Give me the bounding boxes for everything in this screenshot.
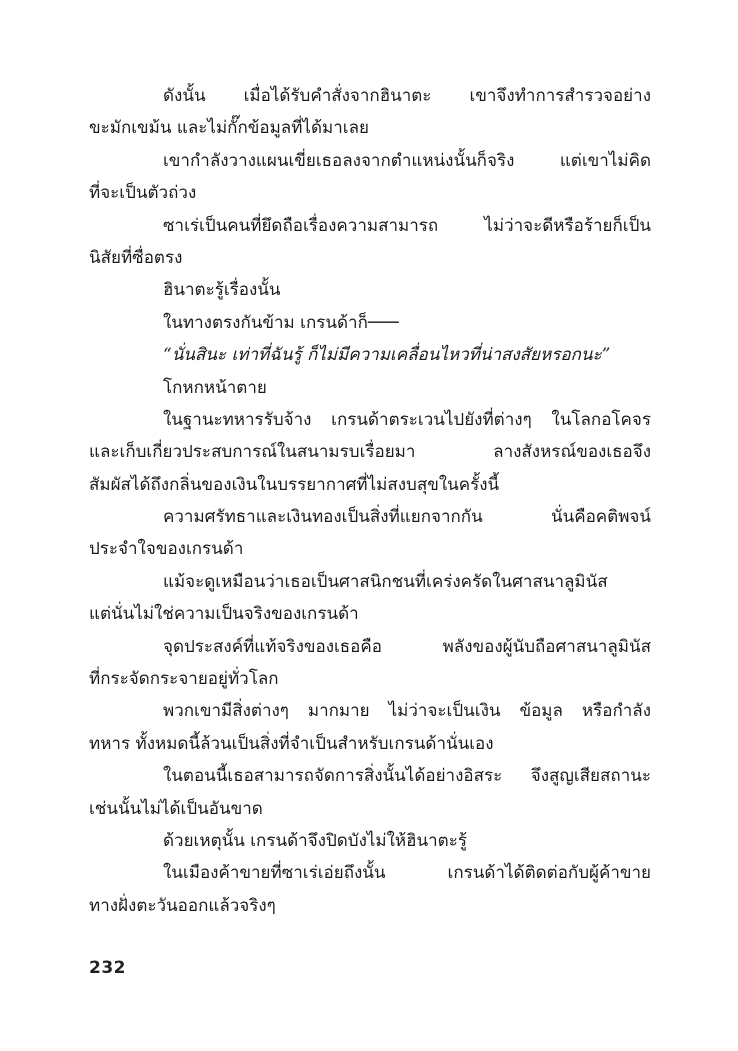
text-line: ที่กระจัดกระจายอยู่ทั่วโลก [89,669,279,690]
text-line: ในฐานะทหารรับจ้าง เกรนด้าตระเวนไปยังที่ต่างๆ ในโลกอโคจร [163,409,651,430]
text-line: ที่จะเป็นตัวถ่วง [89,183,197,204]
text-line: ดังนั้น เมื่อได้รับคำสั่งจากฮินาตะ เขาจึงทำการสำรวจอย่าง [163,86,651,106]
text-line: เช่นนั้นไม่ได้เป็นอันขาด [89,798,263,819]
text-line: ซาเร่เป็นคนที่ยึดถือเรื่องความสามารถ ไม่ว่าจะดีหรือร้ายก็เป็น [163,215,651,236]
text-line: เขากำลังวางแผนเขี่ยเธอลงจากตำแหน่งนั้นก็จริง แต่เขาไม่คิด [163,150,651,171]
text-line: นิสัยที่ซื่อตรง [89,247,183,268]
text-line: ทางฝั่งตะวันออกแล้วจริงๆ [89,895,276,916]
body-text [89,80,651,922]
dialogue-line: “นั่นสินะ เท่าที่ฉันรู้ ก็ไม่มีความเคลื่อนไหวที่น่าสงสัยหรอกนะ” [163,345,611,366]
text-line: ขะมักเขม้น และไม่กั๊กข้อมูลที่ได้มาเลย [89,118,369,139]
text-line: โกหกหน้าตาย [163,377,267,398]
text-line: ด้วยเหตุนั้น เกรนด้าจึงปิดบังไม่ให้ฮินาตะรู้ [163,830,467,851]
text-line: พวกเขามีสิ่งต่างๆ มากมาย ไม่ว่าจะเป็นเงิน ข้อมูล หรือกำลัง [163,701,651,722]
text-line: ประจำใจของเกรนด้า [89,539,244,560]
text-line: และเก็บเกี่ยวประสบการณ์ในสนามรบเรื่อยมา ลางสังหรณ์ของเธอจึง [89,442,651,463]
page-number: 232 [89,958,126,978]
text-line: ในทางตรงกันข้าม เกรนด้าก็─── [163,312,399,333]
text-line: ความศรัทธาและเงินทองเป็นสิ่งที่แยกจากกัน นั่นคือคติพจน์ [163,507,651,528]
text-line: จุดประสงค์ที่แท้จริงของเธอคือ พลังของผู้นับถือศาสนาลูมินัส [163,636,651,657]
text-line: สัมผัสได้ถึงกลิ่นของเงินในบรรยากาศที่ไม่สงบสุขในครั้งนี้ [89,474,500,495]
text-line: ในเมืองค้าขายที่ซาเร่เอ่ยถึงนั้น เกรนด้าได้ติดต่อกับผู้ค้าขาย [163,863,651,884]
text-line: ในตอนนี้เธอสามารถจัดการสิ่งนั้นได้อย่างอิสระ จึงสูญเสียสถานะ [163,766,651,787]
text-line: ทหาร ทั้งหมดนี้ล้วนเป็นสิ่งที่จำเป็นสำหรับเกรนด้านั่นเอง [89,733,494,754]
text-line: แต่นั่นไม่ใช่ความเป็นจริงของเกรนด้า [89,604,359,625]
text-line: ฮินาตะรู้เรื่องนั้น [163,280,281,301]
text-line: แม้จะดูเหมือนว่าเธอเป็นศาสนิกชนที่เคร่งครัดในศาสนาลูมินัส [163,571,608,592]
